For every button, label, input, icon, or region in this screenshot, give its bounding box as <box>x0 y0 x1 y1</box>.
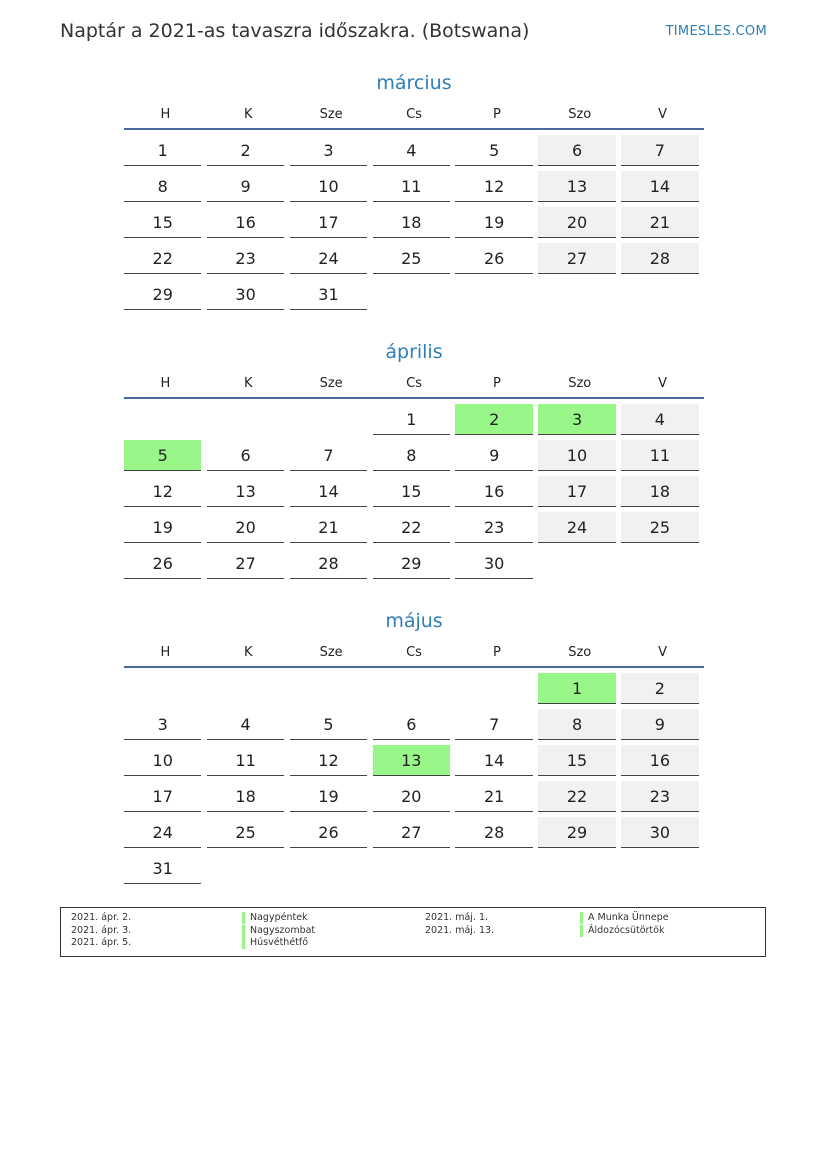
day-cell[interactable]: 26 <box>124 548 201 579</box>
week-row <box>124 278 704 314</box>
day-cell[interactable]: 13 <box>207 476 284 507</box>
day-cell[interactable]: 6 <box>373 709 450 740</box>
day-cell[interactable]: 9 <box>207 171 284 202</box>
day-cell[interactable]: 24 <box>124 817 201 848</box>
day-cell[interactable]: 30 <box>455 548 532 579</box>
empty-day-cell <box>621 548 698 579</box>
day-cell[interactable]: 20 <box>207 512 284 543</box>
day-cell[interactable]: 12 <box>455 171 532 202</box>
weekday-label: Szo <box>568 376 592 391</box>
day-cell[interactable]: 28 <box>290 548 367 579</box>
day-cell[interactable]: 29 <box>124 279 201 310</box>
weekday-label: H <box>160 376 171 391</box>
day-cell[interactable]: 2 <box>621 673 698 704</box>
day-cell[interactable]: 19 <box>124 512 201 543</box>
day-cell[interactable]: 5 <box>455 135 532 166</box>
day-cell[interactable]: 8 <box>124 171 201 202</box>
empty-day-cell <box>455 673 532 704</box>
day-cell[interactable]: 7 <box>290 440 367 471</box>
week-row <box>124 816 704 852</box>
day-cell[interactable]: 15 <box>124 207 201 238</box>
day-cell[interactable]: 11 <box>373 171 450 202</box>
legend-holiday-name: A Munka Ünnepe <box>580 912 669 924</box>
month-name: május <box>385 610 443 632</box>
week-row <box>124 708 704 744</box>
weekday-label: K <box>244 645 253 660</box>
month-block <box>124 606 704 888</box>
empty-day-cell <box>207 853 284 884</box>
weekday-label: V <box>658 645 668 660</box>
weekday-label: K <box>244 376 253 391</box>
day-cell[interactable]: 25 <box>621 512 698 543</box>
weekday-label: K <box>244 107 253 122</box>
day-cell[interactable]: 22 <box>538 781 615 812</box>
day-cell[interactable]: 4 <box>621 404 698 435</box>
day-cell[interactable]: 18 <box>207 781 284 812</box>
day-cell[interactable]: 8 <box>373 440 450 471</box>
legend-holiday-name: Áldozócsütörtök <box>580 925 664 937</box>
day-cell[interactable]: 17 <box>124 781 201 812</box>
day-cell[interactable]: 15 <box>538 745 615 776</box>
legend-holiday-name: Húsvéthétfő <box>242 937 308 949</box>
legend-date: 2021. ápr. 2. <box>71 912 132 923</box>
day-cell[interactable]: 4 <box>373 135 450 166</box>
week-row <box>124 206 704 242</box>
day-cell[interactable]: 6 <box>538 135 615 166</box>
day-cell[interactable]: 25 <box>207 817 284 848</box>
month-block <box>124 337 704 583</box>
weekday-header <box>124 102 704 130</box>
day-cell[interactable]: 10 <box>290 171 367 202</box>
day-cell[interactable]: 29 <box>373 548 450 579</box>
day-cell[interactable]: 27 <box>373 817 450 848</box>
day-cell[interactable]: 3 <box>290 135 367 166</box>
month-name: március <box>376 72 452 94</box>
day-cell[interactable]: 24 <box>290 243 367 274</box>
day-cell[interactable]: 17 <box>538 476 615 507</box>
holiday-legend <box>60 907 766 957</box>
week-row <box>124 439 704 475</box>
empty-day-cell <box>207 404 284 435</box>
day-grid <box>124 134 704 314</box>
holiday-day-cell[interactable]: 5 <box>124 440 201 471</box>
empty-day-cell <box>290 673 367 704</box>
week-row <box>124 547 704 583</box>
empty-day-cell <box>124 404 201 435</box>
day-cell[interactable]: 8 <box>538 709 615 740</box>
day-cell[interactable]: 3 <box>124 709 201 740</box>
month-name: április <box>385 341 443 363</box>
day-cell[interactable]: 22 <box>373 512 450 543</box>
day-cell[interactable]: 21 <box>621 207 698 238</box>
day-cell[interactable]: 16 <box>207 207 284 238</box>
week-row <box>124 744 704 780</box>
day-cell[interactable]: 26 <box>290 817 367 848</box>
day-cell[interactable]: 31 <box>124 853 201 884</box>
day-cell[interactable]: 18 <box>373 207 450 238</box>
week-row <box>124 170 704 206</box>
day-cell[interactable]: 9 <box>621 709 698 740</box>
weekday-header <box>124 371 704 399</box>
holiday-day-cell[interactable]: 2 <box>455 404 532 435</box>
day-cell[interactable]: 11 <box>621 440 698 471</box>
day-cell[interactable]: 16 <box>621 745 698 776</box>
day-cell[interactable]: 18 <box>621 476 698 507</box>
empty-day-cell <box>538 548 615 579</box>
day-cell[interactable]: 7 <box>621 135 698 166</box>
week-row <box>124 475 704 511</box>
empty-day-cell <box>207 673 284 704</box>
week-row <box>124 511 704 547</box>
day-cell[interactable]: 30 <box>207 279 284 310</box>
legend-holiday-name: Nagyszombat <box>242 925 315 937</box>
day-cell[interactable]: 1 <box>373 404 450 435</box>
empty-day-cell <box>373 853 450 884</box>
legend-holiday-name: Nagypéntek <box>242 912 308 924</box>
empty-day-cell <box>621 279 698 310</box>
day-cell[interactable]: 23 <box>455 512 532 543</box>
weekday-label: Szo <box>568 645 592 660</box>
day-cell[interactable]: 21 <box>290 512 367 543</box>
weekday-label: H <box>160 645 171 660</box>
day-cell[interactable]: 24 <box>538 512 615 543</box>
day-cell[interactable]: 23 <box>207 243 284 274</box>
legend-date: 2021. ápr. 5. <box>71 937 132 948</box>
holiday-day-cell[interactable]: 1 <box>538 673 615 704</box>
empty-day-cell <box>373 279 450 310</box>
day-cell[interactable]: 9 <box>455 440 532 471</box>
day-cell[interactable]: 14 <box>455 745 532 776</box>
empty-day-cell <box>373 673 450 704</box>
weekday-label: P <box>492 645 501 660</box>
weekday-label: V <box>658 376 668 391</box>
empty-day-cell <box>290 853 367 884</box>
day-cell[interactable]: 5 <box>290 709 367 740</box>
day-cell[interactable]: 1 <box>124 135 201 166</box>
empty-day-cell <box>290 404 367 435</box>
day-cell[interactable]: 21 <box>455 781 532 812</box>
day-cell[interactable]: 4 <box>207 709 284 740</box>
day-cell[interactable]: 15 <box>373 476 450 507</box>
day-cell[interactable]: 28 <box>455 817 532 848</box>
empty-day-cell <box>124 673 201 704</box>
day-cell[interactable]: 19 <box>290 781 367 812</box>
day-cell[interactable]: 26 <box>455 243 532 274</box>
weekday-label: P <box>492 376 501 391</box>
week-row <box>124 852 704 888</box>
day-cell[interactable]: 14 <box>290 476 367 507</box>
week-row <box>124 242 704 278</box>
day-cell[interactable]: 17 <box>290 207 367 238</box>
empty-day-cell <box>621 853 698 884</box>
holiday-day-cell[interactable]: 13 <box>373 745 450 776</box>
day-cell[interactable]: 27 <box>207 548 284 579</box>
day-cell[interactable]: 11 <box>207 745 284 776</box>
day-grid <box>124 672 704 888</box>
day-cell[interactable]: 20 <box>538 207 615 238</box>
day-cell[interactable]: 31 <box>290 279 367 310</box>
weekday-label: P <box>492 107 501 122</box>
weekday-label: Sze <box>319 107 343 122</box>
day-cell[interactable]: 20 <box>373 781 450 812</box>
week-row <box>124 780 704 816</box>
day-cell[interactable]: 10 <box>124 745 201 776</box>
empty-day-cell <box>455 853 532 884</box>
weekday-label: Cs <box>406 645 422 660</box>
week-row <box>124 134 704 170</box>
day-cell[interactable]: 25 <box>373 243 450 274</box>
day-cell[interactable]: 29 <box>538 817 615 848</box>
day-cell[interactable]: 28 <box>621 243 698 274</box>
brand-link[interactable]: TIMESLES.COM <box>665 24 767 39</box>
weekday-label: Cs <box>406 107 422 122</box>
empty-day-cell <box>538 279 615 310</box>
day-cell[interactable]: 27 <box>538 243 615 274</box>
weekday-label: Sze <box>319 645 343 660</box>
day-cell[interactable]: 14 <box>621 171 698 202</box>
page-title: Naptár a 2021-as tavaszra időszakra. (Botswana) <box>60 20 530 42</box>
legend-date: 2021. máj. 13. <box>425 925 495 936</box>
day-cell[interactable]: 12 <box>290 745 367 776</box>
weekday-label: Sze <box>319 376 343 391</box>
week-row <box>124 672 704 708</box>
week-row <box>124 403 704 439</box>
weekday-label: Cs <box>406 376 422 391</box>
empty-day-cell <box>455 279 532 310</box>
day-cell[interactable]: 12 <box>124 476 201 507</box>
legend-date: 2021. máj. 1. <box>425 912 489 923</box>
weekday-label: H <box>160 107 171 122</box>
day-cell[interactable]: 2 <box>207 135 284 166</box>
empty-day-cell <box>538 853 615 884</box>
day-cell[interactable]: 22 <box>124 243 201 274</box>
month-block <box>124 68 704 314</box>
day-cell[interactable]: 13 <box>538 171 615 202</box>
day-cell[interactable]: 23 <box>621 781 698 812</box>
day-cell[interactable]: 10 <box>538 440 615 471</box>
weekday-label: V <box>658 107 668 122</box>
day-cell[interactable]: 6 <box>207 440 284 471</box>
legend-date: 2021. ápr. 3. <box>71 925 132 936</box>
day-grid <box>124 403 704 583</box>
holiday-day-cell[interactable]: 3 <box>538 404 615 435</box>
day-cell[interactable]: 16 <box>455 476 532 507</box>
day-cell[interactable]: 7 <box>455 709 532 740</box>
weekday-label: Szo <box>568 107 592 122</box>
weekday-header <box>124 640 704 668</box>
day-cell[interactable]: 30 <box>621 817 698 848</box>
day-cell[interactable]: 19 <box>455 207 532 238</box>
